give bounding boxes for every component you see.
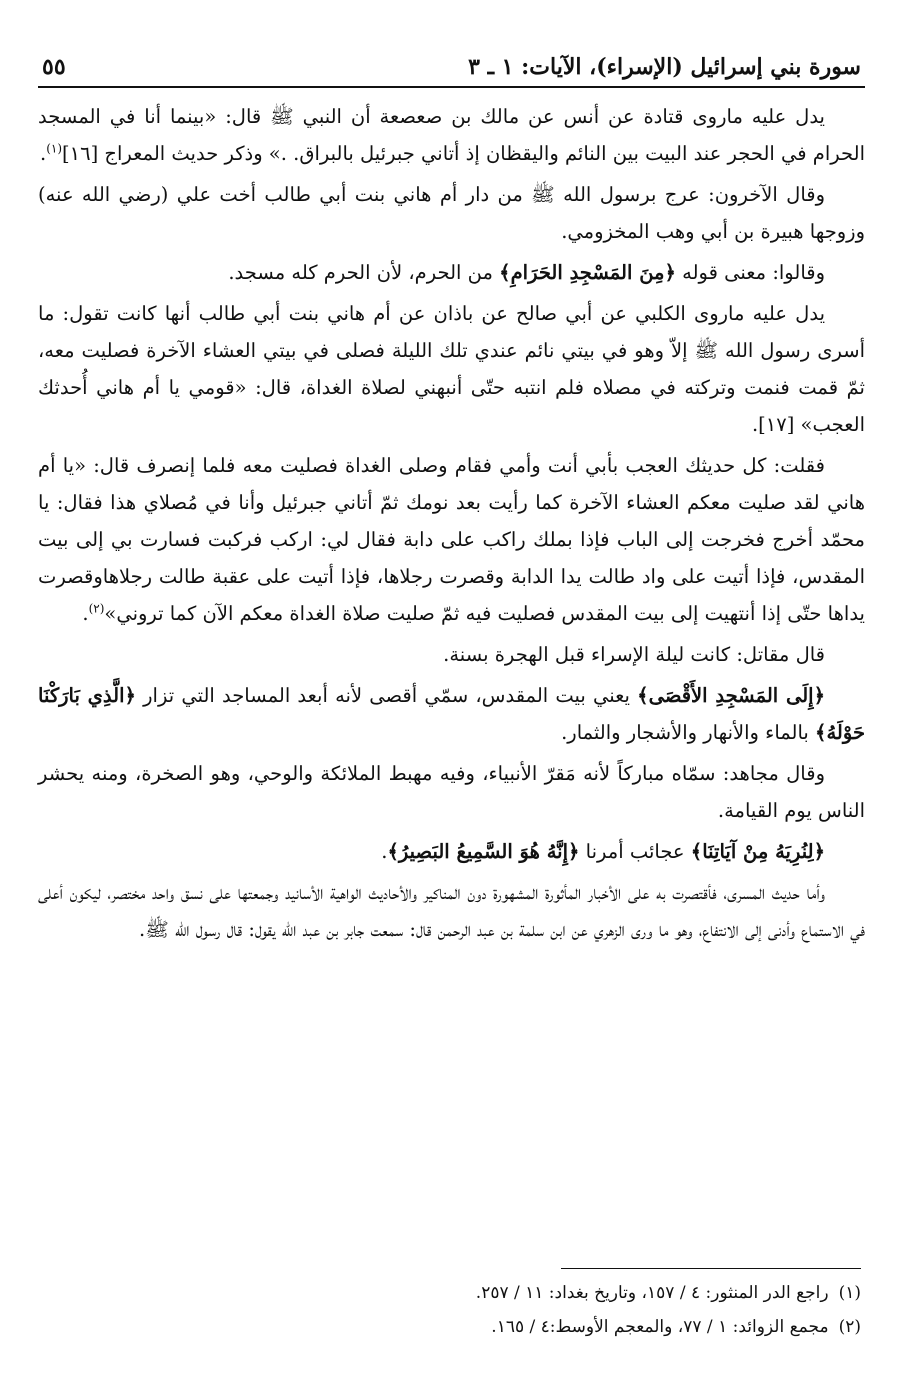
text-run: يدل عليه ماروى الكلبي عن أبي صالح عن باذان عن أم هاني بنت أبي طالب أنها كانت تقول: ما أسرى رسول الله ﷺ إلاّ وهو في بيتي نائم عندي تلك الليلة فصلى في بيتي العشاء الآخرة فصليت معه، ثمّ قمت فنمت وتركته في مصلاه فلم انتبه حتّى أنبهني لصلاة الغداة، قال: «قومي يا أم هاني أُحدثك العجب» [١٧]. <box>38 302 865 436</box>
paragraph <box>38 677 865 751</box>
quran-quote: ﴿لِنُرِيَهُ مِنْ آيَاتِنَا﴾ <box>690 840 825 863</box>
text-run: من الحرم، لأن الحرم كله مسجد. <box>228 261 500 284</box>
running-header <box>38 38 865 88</box>
running-title: سورة بني إسرائيل (الإسراء)، الآيات: ١ ـ ٣ <box>468 54 861 80</box>
footnote-text: مجمع الزوائد: ١ / ٧٧، والمعجم الأوسط:٤ / ١٦٥. <box>491 1317 829 1337</box>
text-run: . <box>381 840 388 863</box>
footnote-number: (٢) <box>838 1317 861 1337</box>
text-run: قال مقاتل: كانت ليلة الإسراء قبل الهجرة بسنة. <box>443 643 825 666</box>
quran-quote: ﴿إِلَى المَسْجِدِ الأَقْصَى﴾ <box>637 684 826 707</box>
text-run: فقلت: كل حديثك العجب بأبي أنت وأمي فقام وصلى الغداة فصليت معه فلما إنصرف قال: «يا أم هاني لقد صليت معكم العشاء الآخرة كما رأيت بعد نومك ثمّ أتاني جبرئيل وأنا في مُصلاي هذا فقال: يا محمّد أخرج فخرجت إلى الباب فإذا بملك راكب على دابة فقال لي: اركب فركبت فسارت بي إلى بيت المقدس، فإذا أتيت على واد طالت يدا الدابة وقصرت رجلاها، فإذا أتيت على عقبة طالت رجلاهاوقصرت يداها حتّى إذا أنتهيت إلى بيت المقدس فصليت فيه ثمّ صليت صلاة الغداة معكم الآن كما تروني» <box>38 454 865 625</box>
text-run: يدل عليه ماروى قتادة عن أنس عن مالك بن صعصعة أن النبي ﷺ قال: «بينما أنا في المسجد الحرام في الحجر عند البيت بين النائم واليقظان إذ أتاني جبرئيل بالبراق. .» وذكر حديث المعراج [١٦] <box>38 105 865 165</box>
text-run: وقال الآخرون: عرج برسول الله ﷺ من دار أم هاني بنت أبي طالب أخت علي (رضي الله عنه) وزوجها هبيرة بن أبي وهب المخزومي. <box>38 183 865 243</box>
paragraph <box>38 176 865 250</box>
text-run: بالماء والأنهار والأشجار والثمار. <box>561 721 816 744</box>
footnote-text: راجع الدر المنثور: ٤ / ١٥٧، وتاريخ بغداد: ١١ / ٢٥٧. <box>475 1283 829 1303</box>
footnotes <box>42 1276 861 1344</box>
text-run: وأما حديث المسرى، فأقتصرت به على الأخبار المأثورة المشهورة دون المناكير والأحاديث الواهية الأسانيد وجمعتها على نسق واحد مختصر، ليكون أعلى في الاستماع وأدنى إلى الانتفاع، وهو ما ورى الزهري عن ابن سلمة بن عبد الرحمن قال: سمعت جابر بن عبد الله يقول: قال رسول الله ﷺ. <box>38 881 865 941</box>
footnote-number: (١) <box>838 1283 861 1303</box>
quran-quote: ﴿إِنَّهُ هُوَ السَّمِيعُ البَصِيرُ﴾ <box>387 840 580 863</box>
paragraph <box>38 254 865 291</box>
quran-quote: ﴿مِنَ المَسْجِدِ الحَرَامِ﴾ <box>499 261 676 284</box>
main-text <box>38 98 865 948</box>
text-run: . <box>82 602 89 625</box>
page-number: ٥٥ <box>42 54 66 80</box>
text-run: وقال مجاهد: سمّاه مباركاً لأنه مَقرّ الأنبياء، وفيه مهبط الملائكة والوحي، وهو الصخرة، ومنه يحشر الناس يوم القيامة. <box>38 762 865 822</box>
paragraph <box>38 447 865 632</box>
text-run: يعني بيت المقدس، سمّي أقصى لأنه أبعد المساجد التي تزار <box>135 684 638 707</box>
footnote <box>42 1276 861 1310</box>
footnote <box>42 1310 861 1344</box>
paragraph <box>38 295 865 443</box>
footnote-separator <box>561 1268 861 1269</box>
text-run: عجائب أمرنا <box>579 840 691 863</box>
paragraph <box>38 636 865 673</box>
quran-quote: ﴿الَّذِي بَارَكْنَا حَوْلَهُ﴾ <box>38 684 865 744</box>
paragraph <box>38 833 865 870</box>
text-run: . <box>40 142 47 165</box>
paragraph <box>38 98 865 172</box>
text-run: وقالوا: معنى قوله <box>675 261 825 284</box>
paragraph <box>38 874 865 948</box>
footnote-ref: (١) <box>46 141 63 156</box>
footnote-ref: (٢) <box>88 601 105 616</box>
paragraph <box>38 755 865 829</box>
